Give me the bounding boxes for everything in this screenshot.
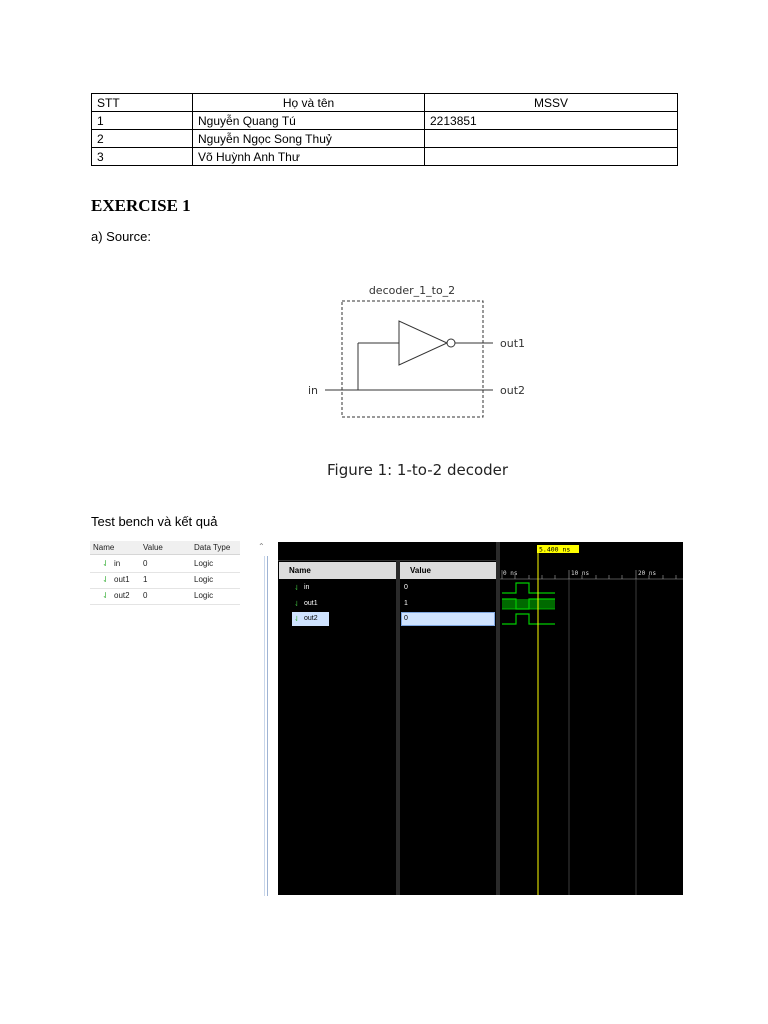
chevron-up-icon[interactable]: ⌃ (258, 542, 265, 551)
testbench-label: Test bench và kết quả (91, 514, 218, 529)
signal-icon: ⇃ (102, 559, 109, 568)
students-table (91, 93, 678, 166)
module-name-label: decoder_1_to_2 (368, 284, 456, 297)
figure-caption: Figure 1: 1-to-2 decoder (327, 461, 509, 479)
wave-signal-value: 0 (404, 615, 408, 622)
header-name: Họ và tên (193, 94, 425, 112)
cell-stt: 3 (92, 148, 193, 166)
output2-label: out2 (500, 384, 526, 397)
cell-name: Nguyễn Ngọc Song Thuỷ (193, 130, 425, 148)
object-value: 1 (143, 575, 148, 584)
waveform-value-header: Value (400, 562, 496, 579)
object-type: Logic (194, 559, 214, 568)
decoder-diagram (290, 278, 540, 418)
waveform-canvas[interactable] (500, 542, 683, 895)
inverter-gate (399, 321, 447, 365)
wave-signal-name[interactable]: out2 (304, 615, 318, 622)
time-label-0: 0 ns (503, 570, 518, 577)
signal-icon: ⇃ (102, 575, 109, 584)
object-name: out1 (114, 575, 130, 584)
object-row-out1[interactable] (90, 573, 240, 589)
table-header-row (92, 94, 678, 112)
time-label-10: 10 ns (571, 570, 590, 577)
cell-stt: 2 (92, 130, 193, 148)
wave-signal-name[interactable]: out1 (304, 600, 318, 607)
output1-label: out1 (500, 337, 526, 350)
time-label-20: 20 ns (638, 570, 657, 577)
col-type-header: Data Type (194, 543, 231, 552)
inverter-bubble (447, 339, 455, 347)
cell-name: Võ Huỳnh Anh Thư (193, 148, 425, 166)
source-label: a) Source: (91, 229, 151, 244)
cursor-time-label: 5.400 ns (539, 545, 571, 554)
object-type: Logic (194, 575, 214, 584)
cell-mssv: 2213851 (425, 112, 678, 130)
table-row (92, 148, 678, 166)
object-type: Logic (194, 591, 214, 600)
cell-stt: 1 (92, 112, 193, 130)
object-value: 0 (143, 559, 148, 568)
panel-divider (264, 556, 265, 896)
col-name-header: Name (93, 543, 115, 552)
wave-signal-value: 0 (404, 584, 408, 591)
panel-divider[interactable] (267, 556, 268, 896)
cell-name: Nguyễn Quang Tú (193, 112, 425, 130)
object-value: 0 (143, 591, 148, 600)
object-row-in[interactable] (90, 557, 240, 573)
object-name: out2 (114, 591, 130, 600)
waveform-toolbar (278, 542, 496, 561)
cell-mssv (425, 148, 678, 166)
wave-signal-name[interactable]: in (304, 584, 310, 591)
wave-signal-value: 1 (404, 600, 408, 607)
col-value-header: Value (143, 543, 163, 552)
selected-row-highlight-value (401, 612, 495, 626)
signal-out2-icon: ⇃ (294, 616, 300, 623)
signal-in-icon: ⇃ (294, 585, 300, 592)
signal-out1-icon: ⇃ (294, 601, 300, 608)
exercise-title: EXERCISE 1 (91, 196, 191, 215)
object-name: in (114, 559, 121, 568)
header-stt: STT (92, 94, 193, 112)
waveform-name-header: Name (279, 562, 396, 579)
cell-mssv (425, 130, 678, 148)
table-row (92, 112, 678, 130)
column-splitter[interactable] (396, 542, 400, 895)
input-label: in (307, 384, 318, 397)
table-row (92, 130, 678, 148)
signal-icon: ⇃ (102, 591, 109, 600)
objects-table-header (90, 541, 240, 555)
header-mssv: MSSV (425, 94, 678, 112)
object-row-out2[interactable] (90, 589, 240, 605)
